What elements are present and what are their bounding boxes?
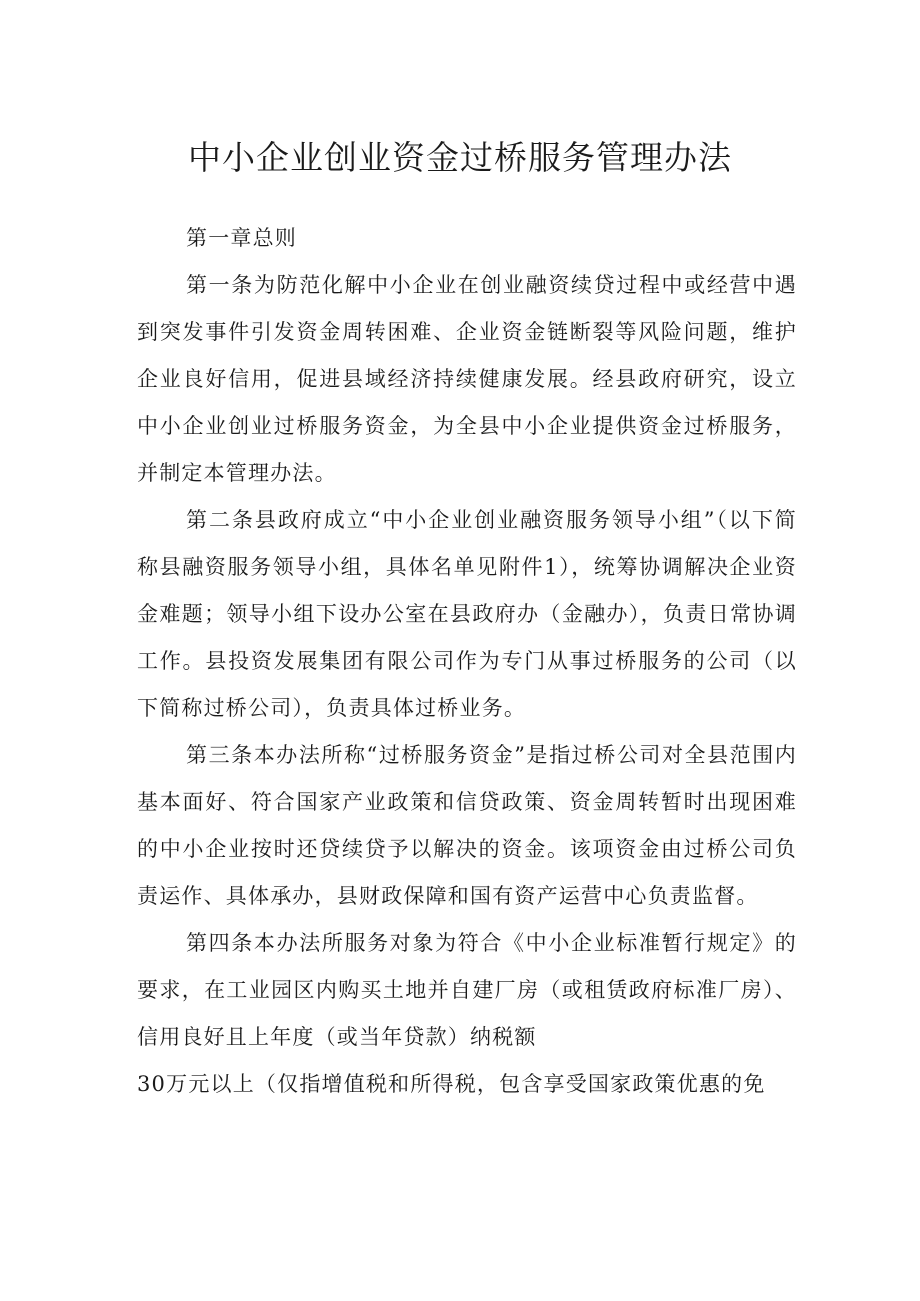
document-body: [137, 215, 797, 1108]
article-4-part-2: 30万元以上（仅指增值税和所得税，包含享受国家政策优惠的免: [137, 1072, 766, 1096]
article-2: 第二条县政府成立“中小企业创业融资服务领导小组”（以下简称县融资服务领导小组，具体名单见附件1），统筹协调解决企业资金难题；领导小组下设办公室在县政府办（金融办），负责日常协调工作。县投资发展集团有限公司作为专门从事过桥服务的公司（以下简称过桥公司），负责具体过桥业务。: [137, 508, 797, 720]
article-4: [137, 920, 797, 1108]
chapter-heading: 第一章总则: [186, 226, 297, 250]
article-1: 第一条为防范化解中小企业在创业融资续贷过程中或经营中遇到突发事件引发资金周转困难、企业资金链断裂等风险问题，维护企业良好信用，促进县域经济持续健康发展。经县政府研究，设立中小企业创业过桥服务资金，为全县中小企业提供资金过桥服务，并制定本管理办法。: [137, 273, 797, 485]
article-3: 第三条本办法所称“过桥服务资金”是指过桥公司对全县范围内基本面好、符合国家产业政策和信贷政策、资金周转暂时出现困难的中小企业按时还贷续贷予以解决的资金。该项资金由过桥公司负责运作、具体承办，县财政保障和国有资产运营中心负责监督。: [137, 743, 797, 908]
article-4-part-1: 第四条本办法所服务对象为符合《中小企业标准暂行规定》的要求，在工业园区内购买土地并自建厂房（或租赁政府标准厂房）、信用良好且上年度（或当年贷款）纳税额: [137, 931, 797, 1049]
document-title: 中小企业创业资金过桥服务管理办法: [188, 138, 732, 177]
